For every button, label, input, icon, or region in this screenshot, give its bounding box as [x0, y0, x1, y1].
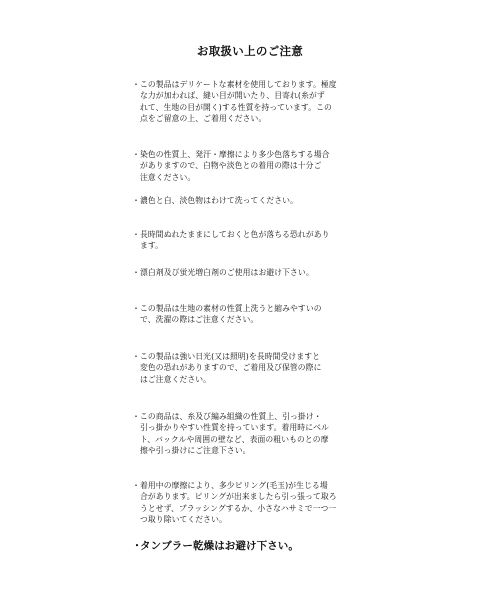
- bullet-icon: ・: [132, 230, 141, 239]
- care-item-text: 着用中の摩擦により、多少ピリング(毛玉)が生じる場 合があります。ピリングが出来ましたら引っ張って取ろ うとせず、ブラッシングするか、小さなハサミで一つ一 つ取り除いてください。: [140, 481, 337, 525]
- bullet-icon: ・: [132, 150, 141, 159]
- care-item-pilling: [132, 480, 368, 526]
- care-item-text: この商品は、糸及び編み組織の性質上、引っ掛け・ 引っ掛かりやすい性質を持っています。着用時にベル ト、バックルや周囲の壁など、表面の粗いものとの摩 擦や引っ掛けにご注意下さい。: [140, 412, 329, 456]
- care-item-separate-wash: [132, 195, 368, 206]
- bullet-icon: ・: [132, 268, 141, 277]
- bullet-icon: ・: [132, 196, 141, 205]
- care-item-no-tumble-dry: [132, 540, 368, 553]
- bullet-icon: ・: [132, 304, 141, 313]
- care-item-no-bleach: [132, 267, 368, 278]
- care-item-text: 漂白剤及び蛍光増白剤のご使用はお避け下さい。: [140, 268, 314, 277]
- care-item-text: この製品はデリケートな素材を使用しております。極度 な力が加われば、縫い目が開いたり、目寄れ(糸がず れて、生地の目が開く)する性質を持っています。この 点をご留意の上、ご着用ください。: [140, 80, 337, 124]
- care-item-shrinkage: [132, 303, 368, 326]
- care-item-text: この製品は生地の素材の性質上洗うと縮みやすいの で、洗濯の際はご注意ください。: [140, 304, 322, 325]
- bullet-icon: ・: [132, 541, 143, 552]
- bullet-icon: ・: [132, 412, 141, 421]
- care-item-text: タンブラー乾燥はお避け下さい。: [140, 540, 299, 552]
- care-item-text: 濃色と白、淡色物はわけて洗ってください。: [140, 196, 298, 205]
- bullet-icon: ・: [132, 80, 141, 89]
- care-item-snagging: [132, 411, 368, 457]
- care-item-delicate-material: [132, 79, 368, 125]
- care-item-sunlight: [132, 351, 368, 385]
- care-item-text: この製品は強い日光(又は照明)を長時間受けますと 変色の恐れがありますので、ご着用及び保管の際に はご注意ください。: [140, 352, 322, 384]
- care-item-text: 長時間ぬれたままにしておくと色が落ちる恐れがあり ます。: [140, 230, 330, 251]
- bullet-icon: ・: [132, 481, 141, 490]
- page-title: お取扱い上のご注意: [196, 44, 304, 58]
- care-item-text: 染色の性質上、発汗・摩擦により多少色落ちする場合 がありますので、白物や淡色との着用の際は十分ご 注意ください。: [140, 150, 330, 182]
- care-item-color-fading: [132, 149, 368, 183]
- care-item-wet-storage: [132, 229, 368, 252]
- bullet-icon: ・: [132, 352, 141, 361]
